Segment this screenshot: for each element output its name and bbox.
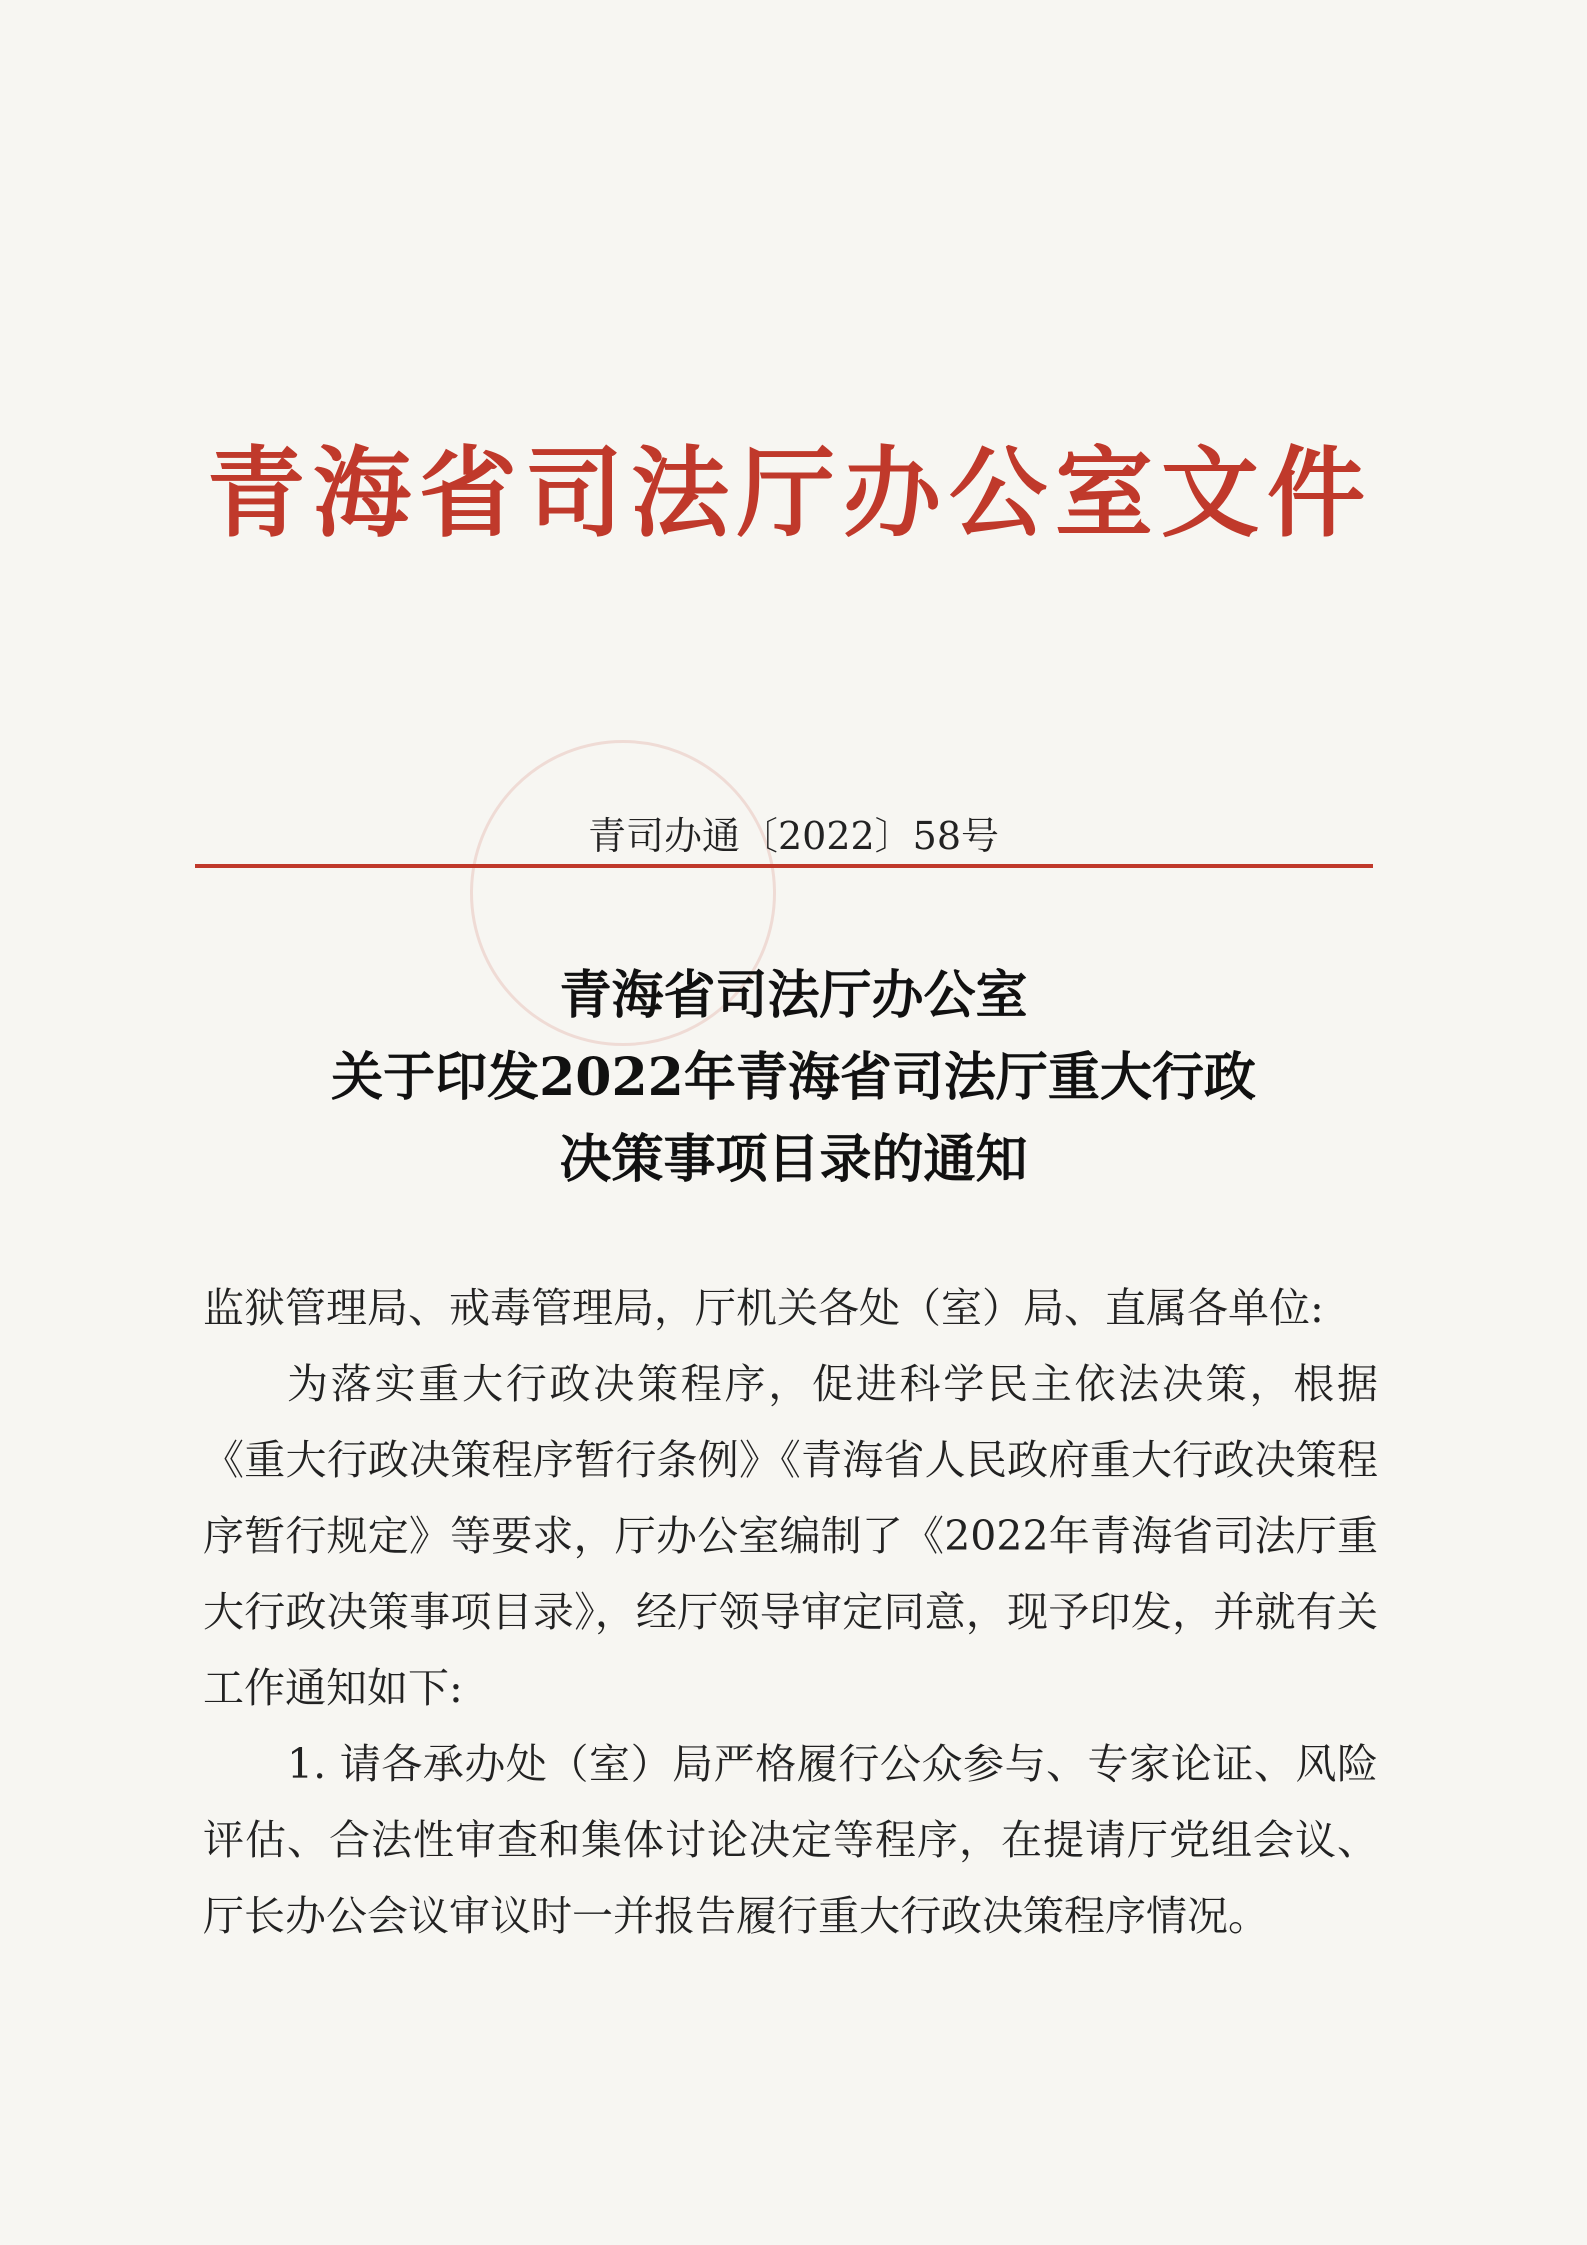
document-number: 青司办通〔2022〕58号 bbox=[587, 814, 1000, 858]
notice-title-line-3: 决策事项目录的通知 bbox=[559, 1129, 1028, 1190]
red-divider-line bbox=[195, 864, 1373, 868]
notice-body bbox=[203, 1270, 1378, 1954]
body-paragraph-1: 为落实重大行政决策程序，促进科学民主依法决策，根据《重大行政决策程序暂行条例》《青海省人民政府重大行政决策程序暂行规定》等要求，厅办公室编制了《2022年青海省司法厅重大行政决策事项目录》，经厅领导审定同意，现予印发，并就有关工作通知如下: bbox=[203, 1360, 1378, 1712]
notice-title-line-1: 青海省司法厅办公室 bbox=[559, 965, 1028, 1026]
notice-title-line-2: 关于印发2022年青海省司法厅重大行政 bbox=[331, 1047, 1256, 1108]
notice-title bbox=[0, 955, 1587, 1201]
document-header-title: 青海省司法厅办公室文件 bbox=[206, 437, 1373, 551]
salutation: 监狱管理局、戒毒管理局，厅机关各处（室）局、直属各单位: bbox=[203, 1284, 1324, 1332]
body-item-1: 1. 请各承办处（室）局严格履行公众参与、专家论证、风险评估、合法性审查和集体讨论决定等程序，在提请厅党组会议、厅长办公会议审议时一并报告履行重大行政决策程序情况。 bbox=[203, 1740, 1378, 1940]
